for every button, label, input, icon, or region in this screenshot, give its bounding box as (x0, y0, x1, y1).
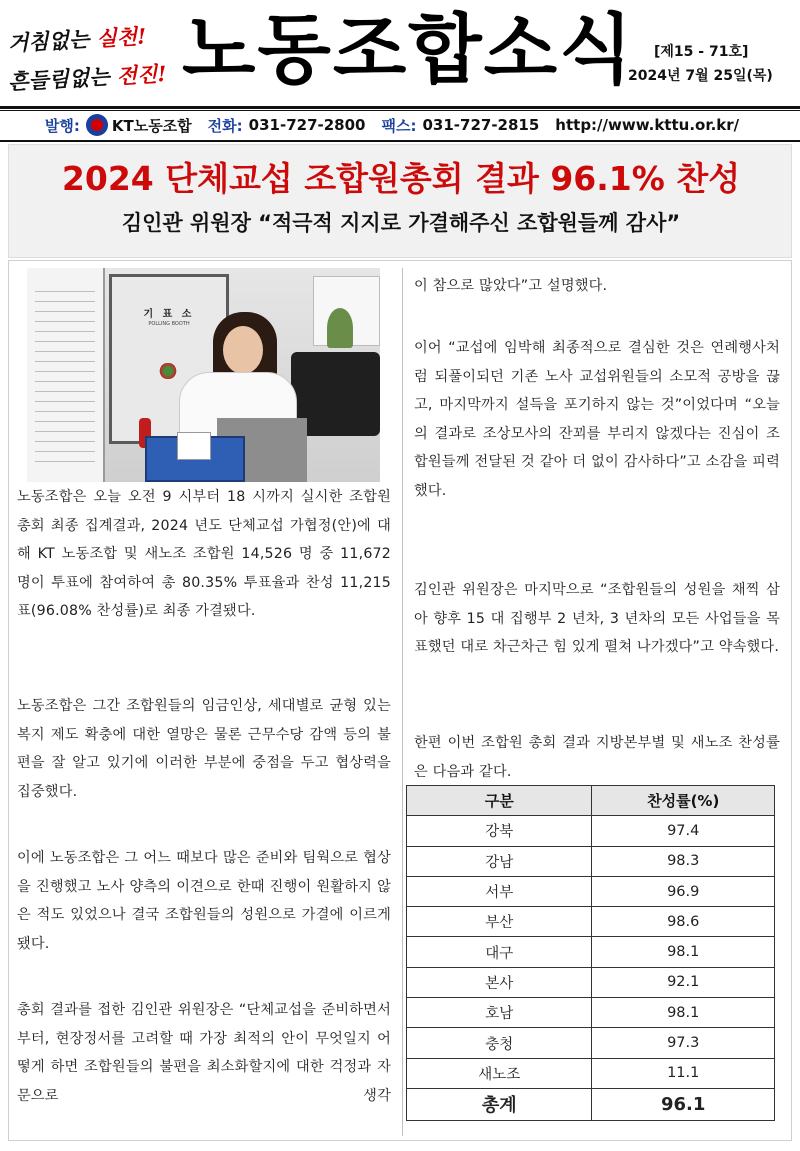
table-cell-rate: 98.3 (592, 846, 775, 876)
headline-area (8, 144, 792, 258)
table-cell-region: 강남 (407, 846, 592, 876)
table-row (407, 876, 775, 906)
issue-info (628, 40, 778, 88)
table-row (407, 846, 775, 876)
subheadline: 김인관 위원장 “적극적 지지로 가결해주신 조합원들께 감사” (121, 211, 681, 235)
table-header-rate: 찬성률(%) (592, 786, 775, 816)
newsletter-title: 노동조합소식 (182, 5, 635, 94)
paragraph-right-4: 한편 이번 조합원 총회 결과 지방본부별 및 새노조 찬성률은 다음과 같다. (414, 735, 780, 780)
table-header-region: 구분 (407, 786, 592, 816)
table-cell-region: 서부 (407, 876, 592, 906)
table-cell-region: 호남 (407, 998, 592, 1028)
photo-person-face (223, 326, 263, 374)
photo-plant (327, 308, 353, 348)
booth-sublabel: POLLING BOOTH (148, 321, 190, 327)
photo-ballot-paper (177, 432, 211, 460)
booth-label: 기 표 소 (143, 309, 195, 320)
phone-label: 전화: (207, 116, 243, 135)
slogan-line-1-red: 실천! (95, 23, 147, 51)
issue-number: [제15 - 71호] (654, 44, 749, 60)
paragraph-left-4: 총회 결과를 접한 김인관 위원장은 “단체교섭을 준비하면서부터, 현장정서를 고려할 때 가장 최적의 안이 무엇일지 어떻게 하면 조합원들의 불편을 최소화할지에 대한 걱정과 자문으로 생각 (17, 1002, 391, 1104)
table-row (407, 907, 775, 937)
table-row (407, 937, 775, 967)
table-cell-region: 새노조 (407, 1058, 592, 1088)
table-cell-rate: 92.1 (592, 967, 775, 997)
publisher-rule (0, 140, 800, 142)
table-cell-region: 본사 (407, 967, 592, 997)
kttu-logo-icon (86, 114, 108, 136)
paragraph-right-3: 김인관 위원장은 마지막으로 “조합원들의 성원을 채찍 삼아 향후 15 대 집행부 2 년차, 3 년차의 모든 사업들을 목표했던 대로 차근차근 힘 있게 펼쳐 나가겠다”고 약속했다. (414, 582, 780, 656)
table-cell-rate: 11.1 (592, 1058, 775, 1088)
approval-rate-table (406, 785, 775, 1121)
table-row (407, 998, 775, 1028)
table-cell-rate: 96.9 (592, 876, 775, 906)
table-cell-rate: 98.1 (592, 998, 775, 1028)
photo-whiteboard (27, 268, 105, 482)
fax-label: 팩스: (381, 116, 417, 135)
table-cell-region: 충청 (407, 1028, 592, 1058)
table-cell-region: 부산 (407, 907, 592, 937)
issue-date: 2024년 7월 25일(목) (628, 68, 773, 84)
table-cell-region: 대구 (407, 937, 592, 967)
website-link[interactable]: http://www.kttu.or.kr/ (555, 116, 740, 134)
slogan-line-1 (7, 20, 147, 57)
publisher-bar (0, 112, 800, 138)
table-total-label: 총계 (407, 1088, 592, 1120)
masthead-rule (0, 106, 800, 109)
slogan-line-2-black: 흔들림없는 (7, 63, 118, 95)
paragraph-left-1: 노동조합은 오늘 오전 9 시부터 18 시까지 실시한 조합원 총회 최종 집계결과, 2024 년도 단체교섭 가협정(안)에 대해 KT 노동조합 및 새노조 조합원 14,526 명 중 11,672 명이 투표에 참여하여 총 80.35% 투표율과 찬성 11,215 표(96.08% 찬성률)로 최종 가결됐다. (17, 489, 391, 620)
column-divider (402, 268, 403, 1136)
voting-photo (27, 268, 380, 482)
election-emblem-icon (157, 363, 179, 379)
table-row (407, 816, 775, 846)
masthead-rule-thin (0, 110, 800, 111)
table-cell-rate: 97.4 (592, 816, 775, 846)
table-row (407, 967, 775, 997)
publisher-name: KT노동조합 (111, 116, 192, 135)
slogan-line-2 (7, 58, 167, 96)
slogan-line-1-black: 거침없는 (7, 26, 98, 56)
table-cell-rate: 98.1 (592, 937, 775, 967)
paragraph-left-2: 노동조합은 그간 조합원들의 임금인상, 세대별로 균형 있는 복지 제도 확충에 대한 열망은 물론 근무수당 감액 등의 불편을 잘 알고 있기에 이러한 부분에 중점을 두고 협상력을 집중했다. (17, 698, 391, 800)
table-cell-rate: 97.3 (592, 1028, 775, 1058)
paragraph-right-1: 이 참으로 많았다”고 설명했다. (414, 278, 608, 294)
masthead (0, 0, 800, 112)
table-row (407, 1028, 775, 1058)
table-header-row (407, 786, 775, 816)
fax-number: 031-727-2815 (422, 116, 540, 134)
table-total-value: 96.1 (592, 1088, 775, 1120)
table-total-row (407, 1088, 775, 1120)
table-row (407, 1058, 775, 1088)
paragraph-left-3: 이에 노동조합은 그 어느 때보다 많은 준비와 팀웍으로 협상을 진행했고 노사 양측의 이견으로 한때 진행이 원활하지 않은 적도 있었으나 결국 조합원들의 성원으로 가결에 이르게 됐다. (17, 850, 391, 952)
paragraph-right-2: 이어 “교섭에 임박해 최종적으로 결심한 것은 연례행사처럼 되풀이되던 기존 노사 교섭위원들의 소모적 공방을 끊고, 마지막까지 설득을 포기하지 않는 것”이었다며 “오늘의 결과로 조상모사의 잔꾀를 부리지 않겠다는 진심이 조합원들께 전달된 것 같아 더 없이 감사하다”고 소감을 피력했다. (414, 340, 780, 499)
table-cell-rate: 98.6 (592, 907, 775, 937)
headline: 2024 단체교섭 조합원총회 결과 96.1% 찬성 (61, 159, 741, 198)
table-cell-region: 강북 (407, 816, 592, 846)
phone-number: 031-727-2800 (248, 116, 366, 134)
slogan-line-2-red: 전진! (116, 60, 168, 89)
publisher-label: 발행: (44, 116, 80, 135)
